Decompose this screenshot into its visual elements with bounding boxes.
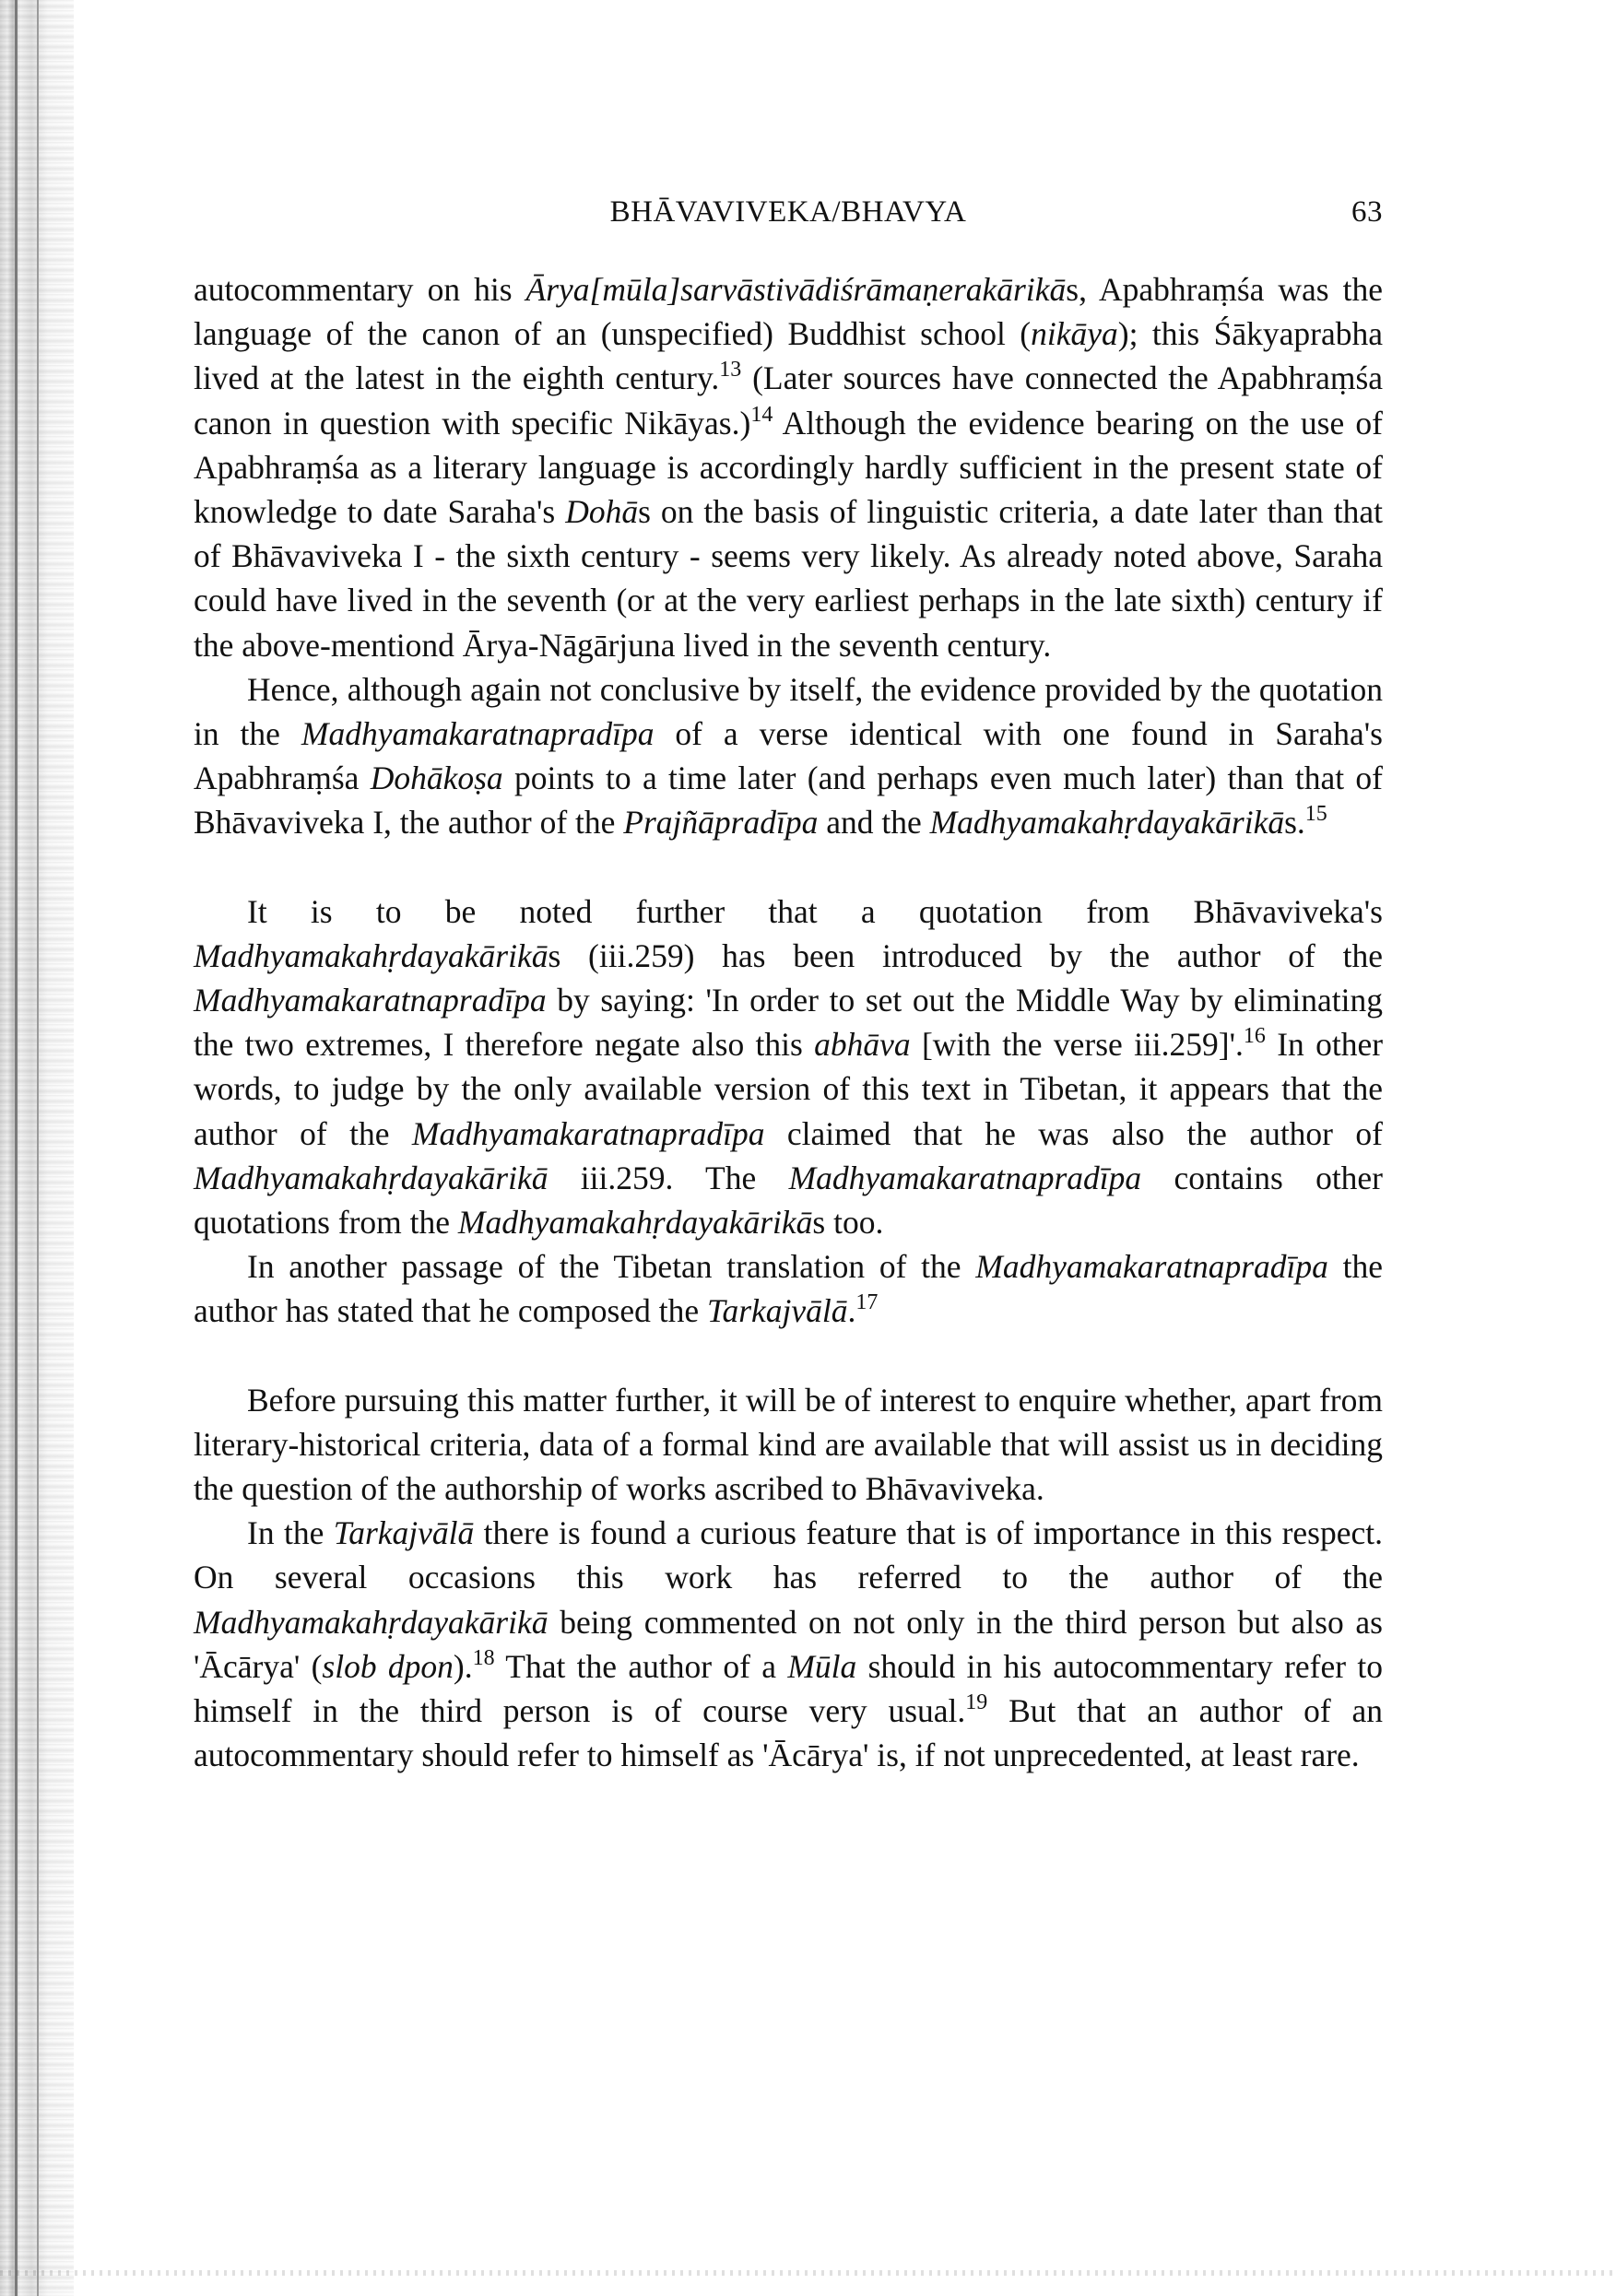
text-run: contains other quotations from the [194, 1159, 1384, 1242]
text-run: s too. [812, 1204, 884, 1242]
text-run: In the [247, 1514, 334, 1552]
paragraph [194, 889, 1383, 1245]
footnote-ref: 16 [1243, 1024, 1266, 1049]
italic-term: Madhyamakahṛdayakārikā [194, 936, 548, 974]
text-run: ); this Śākyaprabha lived at the latest in the eighth century. [194, 315, 1383, 397]
text-run: iii.259. The [548, 1159, 789, 1196]
text-run: autocommentary on his [194, 271, 526, 308]
text-run: Before pursuing this matter further, it will be of interest to enquire whether, apart from literary-historical criteria, data of a formal kind are available that will assist us in deciding the question of the authorship of works ascribed to Bhāvaviveka. [194, 1381, 1383, 1508]
footnote-ref: 15 [1304, 802, 1327, 827]
text-run: In other words, to judge by the only available version of this text in Tibetan, it appears that the author of the [194, 1026, 1384, 1152]
binding-shadow-line [37, 0, 39, 2296]
footnote-ref: 17 [855, 1290, 879, 1315]
binding-shadow-line [15, 0, 18, 2296]
text-run: Hence, although again not conclusive by itself, the evidence provided by the quotation in the [194, 670, 1383, 753]
paragraph [194, 1244, 1383, 1333]
italic-term: Dohā [565, 493, 639, 531]
italic-term: slob dpon [322, 1647, 454, 1685]
text-run: the author has stated that he composed the [194, 1248, 1383, 1330]
italic-term: abhāva [814, 1026, 911, 1064]
italic-term: Prajñāpradīpa [623, 804, 819, 842]
text-run: But that an author of an autocommentary should refer to himself as 'Ācārya' is, if not unprecedented, at least rare. [194, 1692, 1383, 1774]
italic-term: Ārya[mūla]sarvāstivādiśrāmaṇerakārikā [525, 271, 1067, 308]
footnote-ref: 14 [750, 402, 773, 427]
text-run: there is found a curious feature that is of importance in this respect. On several occasions this work has referred to the author of the [194, 1514, 1383, 1596]
paragraph [194, 1511, 1383, 1777]
text-run: . [847, 1292, 856, 1330]
paragraph [194, 667, 1383, 845]
text-run: and the [818, 804, 930, 842]
italic-term: nikāya [1031, 315, 1118, 353]
text-run: (Later sources have connected the Apabhraṃśa canon in question with specific Nikāyas.) [194, 359, 1384, 442]
footnote-ref: 19 [965, 1690, 988, 1715]
text-run: That the author of a [494, 1647, 788, 1685]
text-run: ). [453, 1647, 473, 1685]
italic-term: Madhyamakaratnapradīpa [301, 715, 655, 753]
italic-term: Tarkajvālā [707, 1292, 848, 1330]
page-header [194, 195, 1383, 241]
italic-term: Madhyamakaratnapradīpa [975, 1248, 1328, 1286]
footnote-ref: 13 [719, 358, 742, 383]
text-run: by saying: 'In order to set out the Middle Way by eliminating the two extremes, I therefore negate also this [194, 982, 1383, 1064]
italic-term: Madhyamakaratnapradīpa [788, 1159, 1142, 1196]
text-run: s. [1284, 804, 1305, 842]
text-run: It is to be noted further that a quotation from Bhāvaviveka's [247, 892, 1383, 930]
text-run: of a verse identical with one found in Saraha's Apabhraṃśa [194, 715, 1383, 797]
italic-term: Madhyamakahṛdayakārikā [194, 1603, 548, 1641]
text-run: [with the verse iii.259]'. [910, 1026, 1244, 1064]
paragraph [194, 1378, 1383, 1512]
text-run: s (iii.259) has been introduced by the author of the [548, 936, 1383, 974]
text-run: points to a time later (and perhaps even much later) than that of Bhāvaviveka I, the author of the [194, 759, 1383, 842]
text-run: should in his autocommentary refer to himself in the third person is of course very usual. [194, 1647, 1383, 1730]
italic-term: Madhyamakahṛdayakārikā [194, 1159, 548, 1196]
italic-term: Madhyamakaratnapradīpa [411, 1114, 765, 1152]
italic-term: Madhyamakaratnapradīpa [194, 982, 547, 1019]
paragraph [194, 267, 1383, 667]
footnote-ref: 18 [472, 1645, 495, 1670]
text-run: s, Apabhraṃśa was the language of the canon of an (unspecified) Buddhist school ( [194, 271, 1384, 353]
text-run: being commented on not only in the third person but also as 'Ācārya' ( [194, 1603, 1383, 1685]
scan-binding-edge [0, 0, 74, 2296]
text-run: claimed that he was also the author of [764, 1114, 1383, 1152]
italic-term: Dohākoṣa [370, 759, 503, 797]
text-run: s on the basis of linguistic criteria, a date later than that of Bhāvaviveka I - the sixth century - seems very likely. As already noted above, Saraha could have lived in the seventh (or at the very earliest perhaps in the late sixth) century if the above-mentiond Ārya-Nāgārjuna lived in the seventh century. [194, 493, 1383, 664]
running-title: BHĀVAVIVEKA/BHAVYA [609, 195, 967, 229]
italic-term: Mūla [787, 1647, 857, 1685]
italic-term: Tarkajvālā [333, 1514, 475, 1552]
text-run: Although the evidence bearing on the use of Apabhraṃśa as a literary language is accordingly hardly sufficient in the present state of knowledge to date Saraha's [194, 404, 1384, 531]
italic-term: Madhyamakahṛdayakārikā [457, 1204, 813, 1242]
scan-bottom-noise [0, 2270, 1616, 2276]
body-text [194, 267, 1383, 1778]
text-run: In another passage of the Tibetan translation of the [247, 1248, 976, 1286]
page-number: 63 [1351, 195, 1383, 229]
italic-term: Madhyamakahṛdayakārikā [929, 804, 1285, 842]
